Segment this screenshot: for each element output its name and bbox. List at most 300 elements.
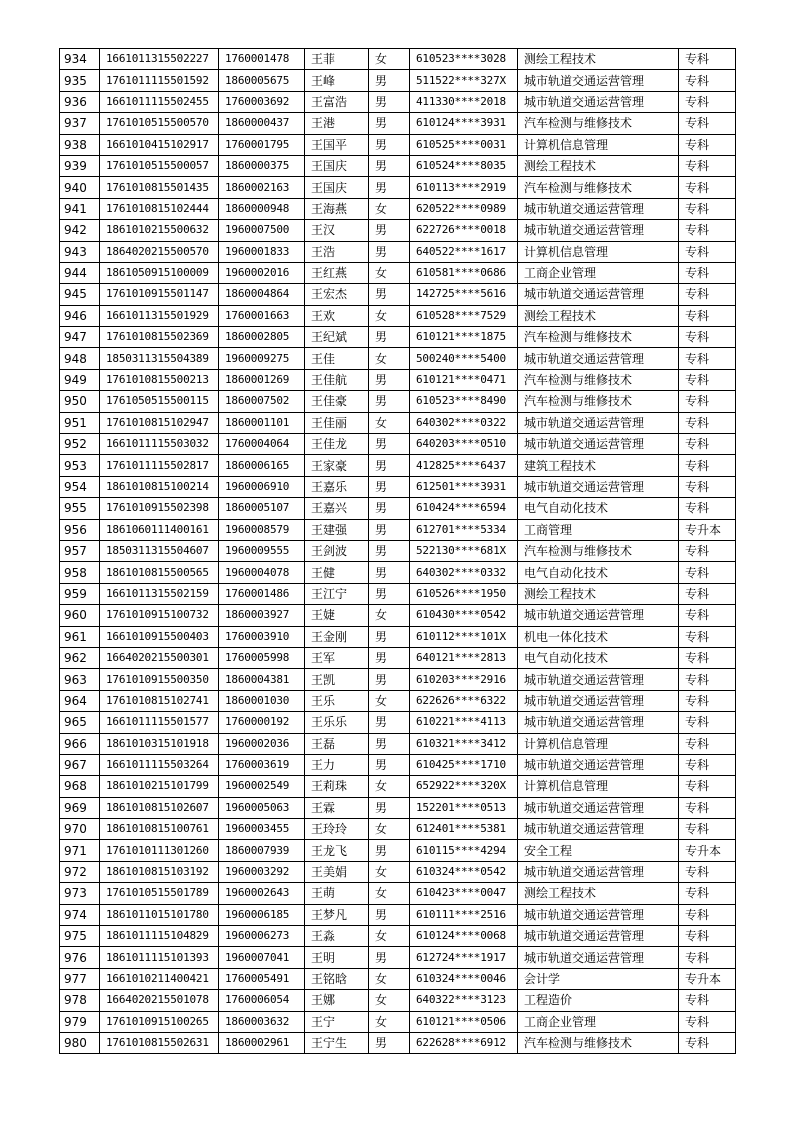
level-cell: 专升本 [679, 519, 736, 540]
level-cell: 专科 [679, 327, 736, 348]
major-cell: 城市轨道交通运营管理 [518, 198, 679, 219]
table-row [60, 861, 736, 882]
level-cell: 专科 [679, 434, 736, 455]
registration-number-cell: 1860004864 [219, 284, 305, 305]
level-cell: 专科 [679, 754, 736, 775]
gender-cell: 男 [369, 840, 410, 861]
gender-cell: 女 [369, 990, 410, 1011]
student-name-cell: 王国平 [305, 134, 369, 155]
registration-number-cell: 1960009555 [219, 540, 305, 561]
student-name-cell: 王娜 [305, 990, 369, 1011]
registration-number-cell: 1760005491 [219, 968, 305, 989]
id-number-cell: 411330****2018 [410, 91, 518, 112]
id-number-cell: 152201****0513 [410, 797, 518, 818]
row-number-cell: 954 [60, 476, 100, 497]
major-cell: 城市轨道交通运营管理 [518, 669, 679, 690]
row-number-cell: 963 [60, 669, 100, 690]
table-row [60, 990, 736, 1011]
id-number-cell: 610523****8490 [410, 391, 518, 412]
level-cell: 专科 [679, 904, 736, 925]
row-number-cell: 938 [60, 134, 100, 155]
level-cell: 专科 [679, 562, 736, 583]
row-number-cell: 966 [60, 733, 100, 754]
level-cell: 专科 [679, 284, 736, 305]
row-number-cell: 947 [60, 327, 100, 348]
exam-number-cell: 1861011115104829 [100, 926, 219, 947]
major-cell: 城市轨道交通运营管理 [518, 754, 679, 775]
row-number-cell: 975 [60, 926, 100, 947]
gender-cell: 男 [369, 134, 410, 155]
id-number-cell: 622626****6322 [410, 690, 518, 711]
major-cell: 测绘工程技术 [518, 49, 679, 70]
exam-number-cell: 1761010915500350 [100, 669, 219, 690]
row-number-cell: 944 [60, 262, 100, 283]
student-name-cell: 王金刚 [305, 626, 369, 647]
registration-number-cell: 1860001101 [219, 412, 305, 433]
row-number-cell: 980 [60, 1032, 100, 1053]
gender-cell: 男 [369, 455, 410, 476]
id-number-cell: 610115****4294 [410, 840, 518, 861]
table-row [60, 412, 736, 433]
table-row [60, 926, 736, 947]
level-cell: 专科 [679, 91, 736, 112]
student-name-cell: 王萌 [305, 883, 369, 904]
gender-cell: 女 [369, 605, 410, 626]
table-row [60, 904, 736, 925]
id-number-cell: 610524****8035 [410, 155, 518, 176]
table-row [60, 134, 736, 155]
id-number-cell: 500240****5400 [410, 348, 518, 369]
level-cell: 专科 [679, 348, 736, 369]
student-name-cell: 王嘉兴 [305, 498, 369, 519]
id-number-cell: 610221****4113 [410, 712, 518, 733]
row-number-cell: 948 [60, 348, 100, 369]
exam-number-cell: 1761010815502631 [100, 1032, 219, 1053]
student-name-cell: 王浩 [305, 241, 369, 262]
table-row [60, 968, 736, 989]
major-cell: 汽车检测与维修技术 [518, 327, 679, 348]
level-cell: 专科 [679, 134, 736, 155]
id-number-cell: 622726****0018 [410, 220, 518, 241]
row-number-cell: 977 [60, 968, 100, 989]
gender-cell: 女 [369, 861, 410, 882]
table-row [60, 476, 736, 497]
student-name-cell: 王明 [305, 947, 369, 968]
level-cell: 专科 [679, 926, 736, 947]
exam-number-cell: 1861010815500565 [100, 562, 219, 583]
gender-cell: 女 [369, 262, 410, 283]
row-number-cell: 965 [60, 712, 100, 733]
major-cell: 城市轨道交通运营管理 [518, 70, 679, 91]
level-cell: 专科 [679, 776, 736, 797]
row-number-cell: 960 [60, 605, 100, 626]
id-number-cell: 522130****681X [410, 540, 518, 561]
exam-number-cell: 1661011115501577 [100, 712, 219, 733]
id-number-cell: 622628****6912 [410, 1032, 518, 1053]
row-number-cell: 971 [60, 840, 100, 861]
major-cell: 计算机信息管理 [518, 241, 679, 262]
student-name-cell: 王乐 [305, 690, 369, 711]
row-number-cell: 969 [60, 797, 100, 818]
registration-number-cell: 1860005675 [219, 70, 305, 91]
student-roster-table [59, 48, 736, 1054]
registration-number-cell: 1860002805 [219, 327, 305, 348]
major-cell: 城市轨道交通运营管理 [518, 712, 679, 733]
registration-number-cell: 1960007500 [219, 220, 305, 241]
major-cell: 测绘工程技术 [518, 305, 679, 326]
major-cell: 电气自动化技术 [518, 498, 679, 519]
table-row [60, 177, 736, 198]
major-cell: 会计学 [518, 968, 679, 989]
student-name-cell: 王婕 [305, 605, 369, 626]
gender-cell: 女 [369, 198, 410, 219]
exam-number-cell: 1761010111301260 [100, 840, 219, 861]
major-cell: 城市轨道交通运营管理 [518, 91, 679, 112]
registration-number-cell: 1860006165 [219, 455, 305, 476]
major-cell: 城市轨道交通运营管理 [518, 220, 679, 241]
registration-number-cell: 1860005107 [219, 498, 305, 519]
exam-number-cell: 1661011115502455 [100, 91, 219, 112]
row-number-cell: 949 [60, 369, 100, 390]
table-row [60, 626, 736, 647]
exam-number-cell: 1864020215500570 [100, 241, 219, 262]
id-number-cell: 511522****327X [410, 70, 518, 91]
id-number-cell: 610424****6594 [410, 498, 518, 519]
id-number-cell: 610112****101X [410, 626, 518, 647]
row-number-cell: 945 [60, 284, 100, 305]
student-name-cell: 王佳龙 [305, 434, 369, 455]
row-number-cell: 961 [60, 626, 100, 647]
student-name-cell: 王宏杰 [305, 284, 369, 305]
student-name-cell: 王梦凡 [305, 904, 369, 925]
student-name-cell: 王淼 [305, 926, 369, 947]
exam-number-cell: 1761010815102444 [100, 198, 219, 219]
row-number-cell: 941 [60, 198, 100, 219]
registration-number-cell: 1760001663 [219, 305, 305, 326]
level-cell: 专科 [679, 990, 736, 1011]
gender-cell: 男 [369, 626, 410, 647]
gender-cell: 男 [369, 284, 410, 305]
student-name-cell: 王霖 [305, 797, 369, 818]
table-row [60, 434, 736, 455]
registration-number-cell: 1760003692 [219, 91, 305, 112]
table-row [60, 369, 736, 390]
table-row [60, 391, 736, 412]
row-number-cell: 972 [60, 861, 100, 882]
gender-cell: 女 [369, 968, 410, 989]
level-cell: 专科 [679, 241, 736, 262]
exam-number-cell: 1861011015101780 [100, 904, 219, 925]
gender-cell: 男 [369, 327, 410, 348]
major-cell: 工商企业管理 [518, 262, 679, 283]
registration-number-cell: 1860007502 [219, 391, 305, 412]
exam-number-cell: 1661010415102917 [100, 134, 219, 155]
major-cell: 工程造价 [518, 990, 679, 1011]
id-number-cell: 610124****3931 [410, 113, 518, 134]
student-name-cell: 王乐乐 [305, 712, 369, 733]
row-number-cell: 979 [60, 1011, 100, 1032]
student-name-cell: 王嘉乐 [305, 476, 369, 497]
table-row [60, 690, 736, 711]
level-cell: 专科 [679, 155, 736, 176]
gender-cell: 男 [369, 220, 410, 241]
registration-number-cell: 1760001486 [219, 583, 305, 604]
table-row [60, 49, 736, 70]
major-cell: 汽车检测与维修技术 [518, 369, 679, 390]
major-cell: 工商管理 [518, 519, 679, 540]
row-number-cell: 937 [60, 113, 100, 134]
registration-number-cell: 1860001030 [219, 690, 305, 711]
level-cell: 专升本 [679, 968, 736, 989]
registration-number-cell: 1760000192 [219, 712, 305, 733]
table-row [60, 776, 736, 797]
level-cell: 专科 [679, 70, 736, 91]
registration-number-cell: 1760003910 [219, 626, 305, 647]
exam-number-cell: 1761050515500115 [100, 391, 219, 412]
row-number-cell: 936 [60, 91, 100, 112]
gender-cell: 男 [369, 155, 410, 176]
major-cell: 机电一体化技术 [518, 626, 679, 647]
student-name-cell: 王佳丽 [305, 412, 369, 433]
exam-number-cell: 1861060111400161 [100, 519, 219, 540]
exam-number-cell: 1664020215500301 [100, 647, 219, 668]
table-row [60, 819, 736, 840]
row-number-cell: 959 [60, 583, 100, 604]
level-cell: 专科 [679, 669, 736, 690]
id-number-cell: 610121****0471 [410, 369, 518, 390]
major-cell: 测绘工程技术 [518, 155, 679, 176]
gender-cell: 男 [369, 540, 410, 561]
gender-cell: 男 [369, 113, 410, 134]
gender-cell: 男 [369, 797, 410, 818]
table-row [60, 241, 736, 262]
level-cell: 专科 [679, 647, 736, 668]
registration-number-cell: 1960002036 [219, 733, 305, 754]
major-cell: 计算机信息管理 [518, 776, 679, 797]
student-name-cell: 王港 [305, 113, 369, 134]
id-number-cell: 612501****3931 [410, 476, 518, 497]
exam-number-cell: 1861010815102607 [100, 797, 219, 818]
level-cell: 专科 [679, 391, 736, 412]
level-cell: 专科 [679, 177, 736, 198]
level-cell: 专科 [679, 733, 736, 754]
major-cell: 城市轨道交通运营管理 [518, 861, 679, 882]
id-number-cell: 610525****0031 [410, 134, 518, 155]
level-cell: 专科 [679, 819, 736, 840]
id-number-cell: 610430****0542 [410, 605, 518, 626]
roster-body [60, 49, 736, 1054]
table-row [60, 669, 736, 690]
registration-number-cell: 1960006910 [219, 476, 305, 497]
major-cell: 建筑工程技术 [518, 455, 679, 476]
id-number-cell: 412825****6437 [410, 455, 518, 476]
level-cell: 专科 [679, 626, 736, 647]
id-number-cell: 640121****2813 [410, 647, 518, 668]
exam-number-cell: 1761010815500213 [100, 369, 219, 390]
row-number-cell: 973 [60, 883, 100, 904]
gender-cell: 女 [369, 412, 410, 433]
id-number-cell: 612701****5334 [410, 519, 518, 540]
gender-cell: 男 [369, 562, 410, 583]
major-cell: 城市轨道交通运营管理 [518, 797, 679, 818]
student-name-cell: 王建强 [305, 519, 369, 540]
student-name-cell: 王军 [305, 647, 369, 668]
id-number-cell: 610581****0686 [410, 262, 518, 283]
major-cell: 电气自动化技术 [518, 647, 679, 668]
level-cell: 专科 [679, 305, 736, 326]
gender-cell: 男 [369, 1032, 410, 1053]
exam-number-cell: 1761010915502398 [100, 498, 219, 519]
registration-number-cell: 1960005063 [219, 797, 305, 818]
table-row [60, 797, 736, 818]
registration-number-cell: 1960006185 [219, 904, 305, 925]
exam-number-cell: 1850311315504389 [100, 348, 219, 369]
table-row [60, 348, 736, 369]
id-number-cell: 610324****0542 [410, 861, 518, 882]
major-cell: 城市轨道交通运营管理 [518, 412, 679, 433]
row-number-cell: 934 [60, 49, 100, 70]
table-row [60, 583, 736, 604]
id-number-cell: 640322****3123 [410, 990, 518, 1011]
exam-number-cell: 1761010515501789 [100, 883, 219, 904]
level-cell: 专科 [679, 605, 736, 626]
registration-number-cell: 1960006273 [219, 926, 305, 947]
gender-cell: 男 [369, 647, 410, 668]
student-name-cell: 王家豪 [305, 455, 369, 476]
id-number-cell: 612401****5381 [410, 819, 518, 840]
table-row [60, 947, 736, 968]
gender-cell: 男 [369, 241, 410, 262]
table-row [60, 155, 736, 176]
table-row [60, 220, 736, 241]
level-cell: 专科 [679, 455, 736, 476]
table-row [60, 540, 736, 561]
gender-cell: 男 [369, 369, 410, 390]
table-row [60, 455, 736, 476]
gender-cell: 女 [369, 926, 410, 947]
level-cell: 专科 [679, 498, 736, 519]
registration-number-cell: 1760006054 [219, 990, 305, 1011]
student-name-cell: 王峰 [305, 70, 369, 91]
table-row [60, 754, 736, 775]
student-name-cell: 王磊 [305, 733, 369, 754]
exam-number-cell: 1861010215101799 [100, 776, 219, 797]
row-number-cell: 939 [60, 155, 100, 176]
registration-number-cell: 1860003927 [219, 605, 305, 626]
exam-number-cell: 1861010215500632 [100, 220, 219, 241]
level-cell: 专科 [679, 262, 736, 283]
registration-number-cell: 1860007939 [219, 840, 305, 861]
gender-cell: 男 [369, 177, 410, 198]
student-name-cell: 王健 [305, 562, 369, 583]
gender-cell: 女 [369, 690, 410, 711]
gender-cell: 女 [369, 883, 410, 904]
registration-number-cell: 1860003632 [219, 1011, 305, 1032]
exam-number-cell: 1761011115502817 [100, 455, 219, 476]
gender-cell: 男 [369, 434, 410, 455]
id-number-cell: 610423****0047 [410, 883, 518, 904]
major-cell: 汽车检测与维修技术 [518, 113, 679, 134]
major-cell: 城市轨道交通运营管理 [518, 690, 679, 711]
id-number-cell: 610321****3412 [410, 733, 518, 754]
row-number-cell: 935 [60, 70, 100, 91]
exam-number-cell: 1761010815102741 [100, 690, 219, 711]
major-cell: 城市轨道交通运营管理 [518, 476, 679, 497]
registration-number-cell: 1960004078 [219, 562, 305, 583]
student-name-cell: 王欢 [305, 305, 369, 326]
id-number-cell: 610121****0506 [410, 1011, 518, 1032]
table-row [60, 305, 736, 326]
registration-number-cell: 1760001478 [219, 49, 305, 70]
id-number-cell: 610528****7529 [410, 305, 518, 326]
id-number-cell: 640302****0332 [410, 562, 518, 583]
major-cell: 城市轨道交通运营管理 [518, 348, 679, 369]
id-number-cell: 610203****2916 [410, 669, 518, 690]
table-row [60, 262, 736, 283]
row-number-cell: 956 [60, 519, 100, 540]
student-name-cell: 王力 [305, 754, 369, 775]
level-cell: 专科 [679, 540, 736, 561]
major-cell: 电气自动化技术 [518, 562, 679, 583]
exam-number-cell: 1761010915100265 [100, 1011, 219, 1032]
gender-cell: 男 [369, 754, 410, 775]
row-number-cell: 962 [60, 647, 100, 668]
gender-cell: 男 [369, 669, 410, 690]
table-row [60, 1032, 736, 1053]
exam-number-cell: 1850311315504607 [100, 540, 219, 561]
registration-number-cell: 1760003619 [219, 754, 305, 775]
table-row [60, 198, 736, 219]
level-cell: 专科 [679, 861, 736, 882]
major-cell: 城市轨道交通运营管理 [518, 926, 679, 947]
id-number-cell: 610425****1710 [410, 754, 518, 775]
major-cell: 计算机信息管理 [518, 134, 679, 155]
registration-number-cell: 1860000375 [219, 155, 305, 176]
row-number-cell: 978 [60, 990, 100, 1011]
major-cell: 计算机信息管理 [518, 733, 679, 754]
gender-cell: 男 [369, 733, 410, 754]
id-number-cell: 610113****2919 [410, 177, 518, 198]
registration-number-cell: 1760005998 [219, 647, 305, 668]
student-name-cell: 王莉珠 [305, 776, 369, 797]
exam-number-cell: 1761010915501147 [100, 284, 219, 305]
student-name-cell: 王国庆 [305, 155, 369, 176]
table-row [60, 284, 736, 305]
exam-number-cell: 1861010815103192 [100, 861, 219, 882]
level-cell: 专科 [679, 797, 736, 818]
table-row [60, 712, 736, 733]
row-number-cell: 951 [60, 412, 100, 433]
exam-number-cell: 1761010915100732 [100, 605, 219, 626]
exam-number-cell: 1664020215501078 [100, 990, 219, 1011]
level-cell: 专科 [679, 947, 736, 968]
level-cell: 专科 [679, 220, 736, 241]
table-row [60, 519, 736, 540]
student-name-cell: 王佳航 [305, 369, 369, 390]
row-number-cell: 974 [60, 904, 100, 925]
student-name-cell: 王宁生 [305, 1032, 369, 1053]
gender-cell: 男 [369, 391, 410, 412]
major-cell: 城市轨道交通运营管理 [518, 819, 679, 840]
gender-cell: 女 [369, 305, 410, 326]
row-number-cell: 952 [60, 434, 100, 455]
gender-cell: 男 [369, 583, 410, 604]
exam-number-cell: 1761010815102947 [100, 412, 219, 433]
id-number-cell: 652922****320X [410, 776, 518, 797]
exam-number-cell: 1661011315502227 [100, 49, 219, 70]
row-number-cell: 968 [60, 776, 100, 797]
row-number-cell: 942 [60, 220, 100, 241]
